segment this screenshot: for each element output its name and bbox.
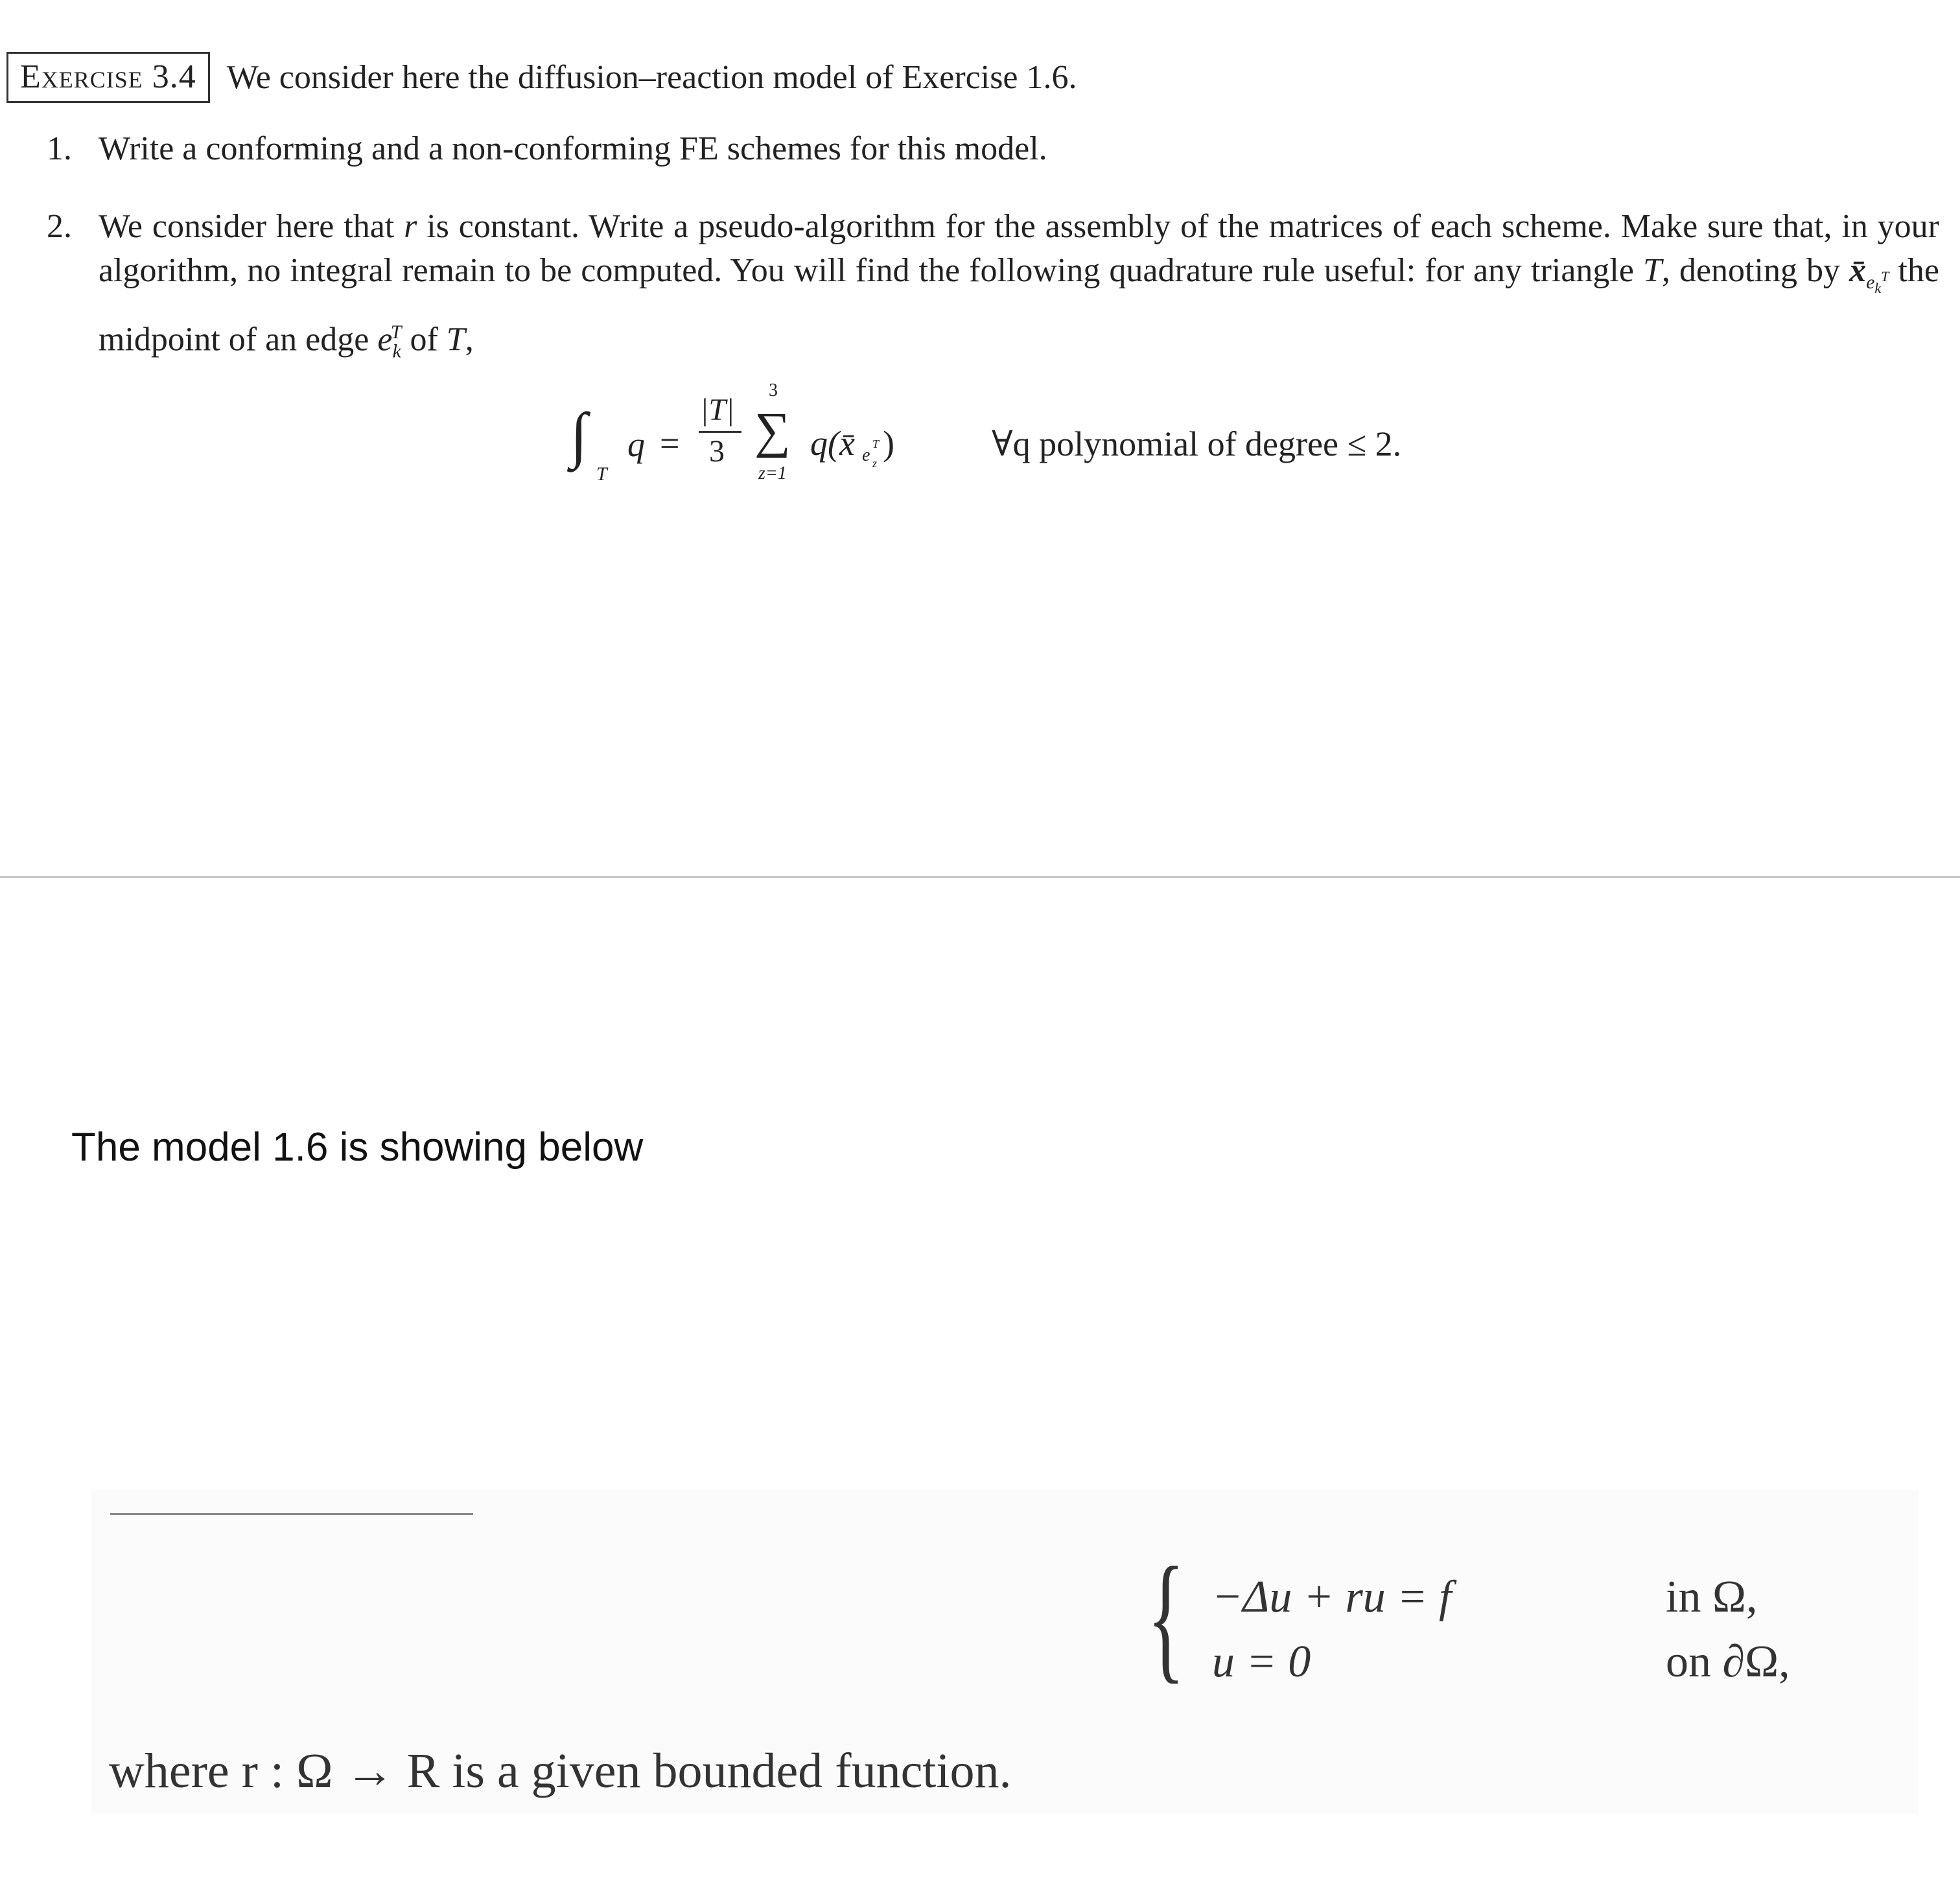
sum-sign: ∑: [754, 402, 791, 458]
exercise-header: [6, 52, 1077, 102]
item-number: 2.: [47, 208, 72, 245]
model-equation-system: [1147, 1538, 1860, 1714]
condition-1: in Ω,: [1666, 1572, 1758, 1622]
exercise-label: Exercise 3.4: [6, 52, 210, 103]
sum-term-subsubscript: z: [872, 457, 878, 470]
integral-sign: ∫: [570, 400, 588, 469]
fraction-denominator: 3: [709, 434, 725, 469]
exercise-intro: We consider here the diffusion–reaction model of Exercise 1.6.: [226, 58, 1077, 96]
condition-2: on ∂Ω,: [1666, 1637, 1790, 1687]
exercise-item-1: [47, 127, 1939, 171]
integral-domain: T: [596, 463, 607, 485]
section-divider: [0, 876, 1960, 878]
equals-sign: =: [660, 424, 680, 463]
exercise-item-2: [47, 205, 1939, 374]
equation-1: −Δu + ru = f: [1212, 1572, 1452, 1622]
integrand: q: [627, 425, 645, 464]
model-caption: The model 1.6 is showing below: [71, 1125, 644, 1170]
equation-2: u = 0: [1212, 1637, 1311, 1687]
fraction-numerator: |T|: [700, 393, 735, 427]
left-brace: {: [1147, 1538, 1185, 1696]
sum-term-close: ): [883, 424, 894, 463]
sum-upper-limit: 3: [769, 380, 778, 400]
footnote-rule: [110, 1513, 473, 1515]
fraction-bar: [699, 431, 741, 433]
model-where-clause: where r : Ω → R is a given bounded function.: [109, 1744, 1012, 1798]
sum-term: q(x̄: [810, 424, 855, 463]
sum-lower-limit: z=1: [758, 463, 787, 483]
quadrature-formula: [570, 373, 1543, 502]
item-text: We consider here that r is constant. Write a pseudo-algorithm for the assembly of the matrices of each scheme. Make sure that, in your algorithm, no integral remain to be computed. You will find the following quadrature rule useful: for any triangle T, denoting by $x̄_{e_k^T}$ the midpoint of an edge $e_k^T$ of T,: [99, 208, 1940, 363]
formula-condition: ∀q polynomial of degree ≤ 2.: [992, 424, 1402, 463]
sum-term-subscript: e: [862, 445, 870, 465]
item-text: Write a conforming and a non-conforming FE schemes for this model.: [99, 130, 1047, 167]
item-number: 1.: [47, 130, 72, 167]
sum-term-superscript: T: [872, 437, 880, 450]
